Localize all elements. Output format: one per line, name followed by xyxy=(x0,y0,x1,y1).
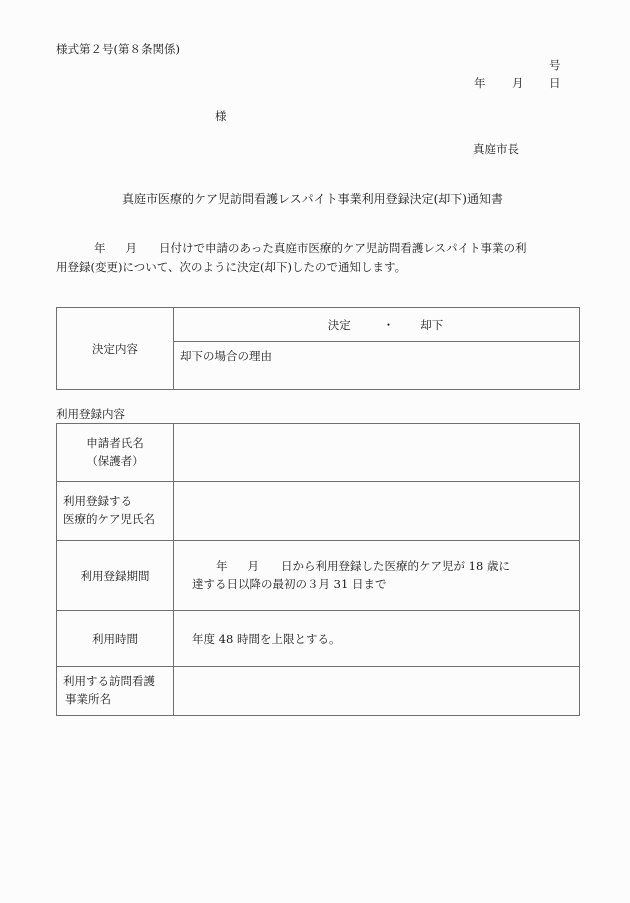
registration-section-label: 利用登録内容 xyxy=(56,407,125,421)
child-name-field[interactable] xyxy=(174,482,580,541)
body-day-rest: 日付けで申請のあった真庭市医療的ケア児訪問看護レスパイト事業の利 xyxy=(159,241,527,255)
provider-label-cell xyxy=(57,667,174,716)
body-text-line-2: 用登録(変更)について、次のように決定(却下)したので通知します。 xyxy=(56,260,407,274)
issuer-name: 真庭市長 xyxy=(473,142,519,156)
hours-value-cell xyxy=(174,611,580,667)
period-line-1 xyxy=(192,558,579,576)
provider-label-sub: 事業所名 xyxy=(65,692,111,706)
hours-label-cell xyxy=(57,611,174,667)
form-number: 様式第２号(第８条関係) xyxy=(56,42,180,56)
child-label: 利用登録する xyxy=(63,494,132,509)
table-row xyxy=(57,541,580,611)
decision-label: 決定内容 xyxy=(92,341,138,356)
table-row xyxy=(57,611,580,667)
period-line1-rest: 日から利用登録した医療的ケア児が 18 歳に xyxy=(281,558,510,573)
table-row xyxy=(57,667,580,716)
addressee-suffix: 様 xyxy=(215,109,227,123)
decision-label-cell xyxy=(57,308,174,390)
option-approve[interactable]: 決定 xyxy=(327,317,351,332)
period-month: 月 xyxy=(247,558,259,573)
child-label-cell xyxy=(57,482,174,541)
table-row xyxy=(57,424,580,482)
provider-name-field[interactable] xyxy=(174,667,580,716)
period-label: 利用登録期間 xyxy=(80,568,150,583)
decision-table xyxy=(56,307,580,390)
applicant-label-sub: （保護者） xyxy=(86,453,144,468)
child-label-sub: 医療的ケア児氏名 xyxy=(63,512,155,526)
table-row xyxy=(57,482,580,541)
decision-choices-cell[interactable] xyxy=(174,308,580,342)
applicant-label: 申請者氏名 xyxy=(86,435,144,450)
document-title: 真庭市医療的ケア児訪問看護レスパイト事業利用登録決定(却下)通知書 xyxy=(121,192,503,206)
hours-value: 年度 48 時間を上限とする。 xyxy=(192,631,341,646)
reject-reason-cell[interactable] xyxy=(174,342,580,390)
period-line-2: 達する日以降の最初の３月 31 日まで xyxy=(192,576,387,591)
provider-label: 利用する訪問看護 xyxy=(63,674,155,689)
period-label-cell xyxy=(57,541,174,611)
document-number-label: 号 xyxy=(549,58,561,72)
reject-reason-label: 却下の場合の理由 xyxy=(180,349,272,363)
applicant-label-cell xyxy=(57,424,174,482)
registration-table xyxy=(56,423,580,716)
date-month-label: 月 xyxy=(512,76,524,90)
date-day-label: 日 xyxy=(549,76,561,90)
date-year-label: 年 xyxy=(474,76,486,90)
option-separator: ・ xyxy=(382,317,395,332)
period-value-cell xyxy=(174,541,580,611)
body-month: 月 xyxy=(125,241,137,255)
option-reject[interactable]: 却下 xyxy=(420,317,444,332)
body-text-line-1 xyxy=(94,243,527,255)
applicant-name-field[interactable] xyxy=(174,424,580,482)
period-year: 年 xyxy=(216,558,228,573)
body-year: 年 xyxy=(94,241,106,255)
hours-label: 利用時間 xyxy=(92,631,138,646)
